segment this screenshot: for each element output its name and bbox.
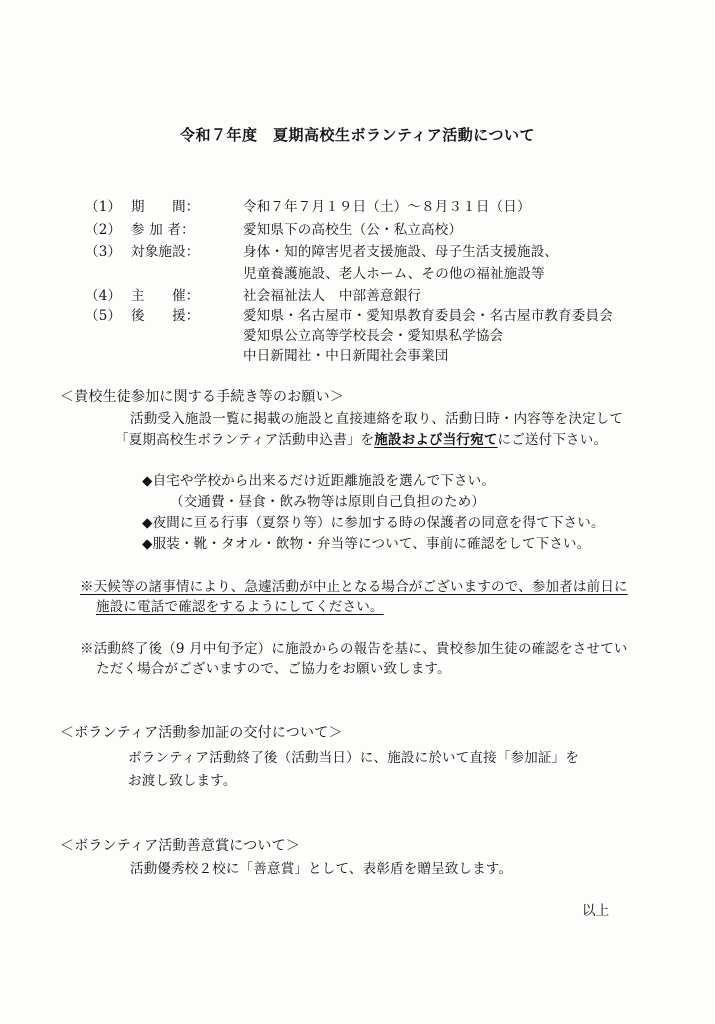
bullet-note: （交通費・昼食・飲み物等は原則自己負担のため） bbox=[170, 494, 486, 510]
notice-text: ただく場合がございますので、ご協力をお願い致します。 bbox=[96, 661, 451, 677]
paragraph-line: ボランティア活動終了後（活動当日）に、施設に於いて直接「参加証」を bbox=[128, 750, 580, 766]
item-value: 児童養護施設、老人ホーム、その他の福祉施設等 bbox=[243, 266, 545, 282]
section-heading-award: ＜ボランティア活動善意賞について＞ bbox=[60, 838, 300, 854]
item-value: 社会福祉法人 中部善意銀行 bbox=[243, 288, 422, 304]
item-label: 後 援： bbox=[131, 308, 200, 324]
emphasized-text: 施設および当行宛て bbox=[374, 432, 498, 448]
item-label: 対象施設： bbox=[131, 244, 200, 260]
item-label: 期 間： bbox=[131, 199, 200, 215]
item-number: （1） bbox=[85, 199, 122, 215]
paragraph-line: 活動優秀校２校に「善意賞」として、表彰盾を贈呈致します。 bbox=[130, 861, 513, 877]
section-heading-procedures: ＜貴校生徒参加に関する手続き等のお願い＞ bbox=[60, 389, 344, 405]
bullet-item: ◆夜間に亘る行事（夏祭り等）に参加する時の保護者の同意を得て下さい。 bbox=[142, 515, 605, 531]
item-label: 参 加 者： bbox=[131, 222, 195, 238]
item-number: （4） bbox=[85, 288, 122, 304]
document-title: 令和７年度 夏期高校生ボランティア活動について bbox=[179, 126, 535, 144]
paragraph-text: 「夏期高校生ボランティア活動申込書」を bbox=[115, 432, 375, 448]
item-value: 愛知県下の高校生（公・私立高校） bbox=[243, 222, 463, 238]
item-value: 中日新聞社・中日新聞社会事業団 bbox=[243, 348, 449, 364]
paragraph-line bbox=[115, 431, 607, 449]
closing-text: 以上 bbox=[582, 903, 610, 919]
paragraph-text: にご送付下さい。 bbox=[497, 432, 608, 448]
paragraph-line: お渡し致します。 bbox=[128, 773, 237, 789]
item-number: （5） bbox=[85, 308, 122, 324]
item-value: 身体・知的障害児者支援施設、母子生活支援施設、 bbox=[243, 244, 559, 260]
paragraph-line: 活動受入施設一覧に掲載の施設と直接連絡を取り、活動日時・内容等を決定して bbox=[130, 411, 624, 427]
item-label: 主 催： bbox=[131, 288, 200, 304]
item-value: 愛知県公立高等学校長会・愛知県私学協会 bbox=[243, 328, 504, 344]
section-heading-certificate: ＜ボランティア活動参加証の交付について＞ bbox=[60, 725, 343, 741]
notice-text: ※天候等の諸事情により、急遽活動が中止となる場合がございますので、参加者は前日に bbox=[80, 579, 628, 595]
bullet-item: ◆服装・靴・タオル・飲物・弁当等について、事前に確認をして下さい。 bbox=[142, 536, 591, 552]
item-value: 令和７年７月１９日（土）～８月３１日（日） bbox=[243, 199, 531, 215]
item-number: （3） bbox=[85, 244, 122, 260]
item-value: 愛知県・名古屋市・愛知県教育委員会・名古屋市教育委員会 bbox=[243, 308, 613, 324]
bullet-item: ◆自宅や学校から出来るだけ近距離施設を選んで下さい。 bbox=[142, 473, 496, 489]
notice-text: ※活動終了後（9 月中旬予定）に施設からの報告を基に、貴校参加生徒の確認をさせてい bbox=[80, 641, 628, 657]
item-number: （2） bbox=[85, 222, 122, 238]
notice-text: 施設に電話で確認をするようにしてください。 bbox=[96, 599, 384, 615]
